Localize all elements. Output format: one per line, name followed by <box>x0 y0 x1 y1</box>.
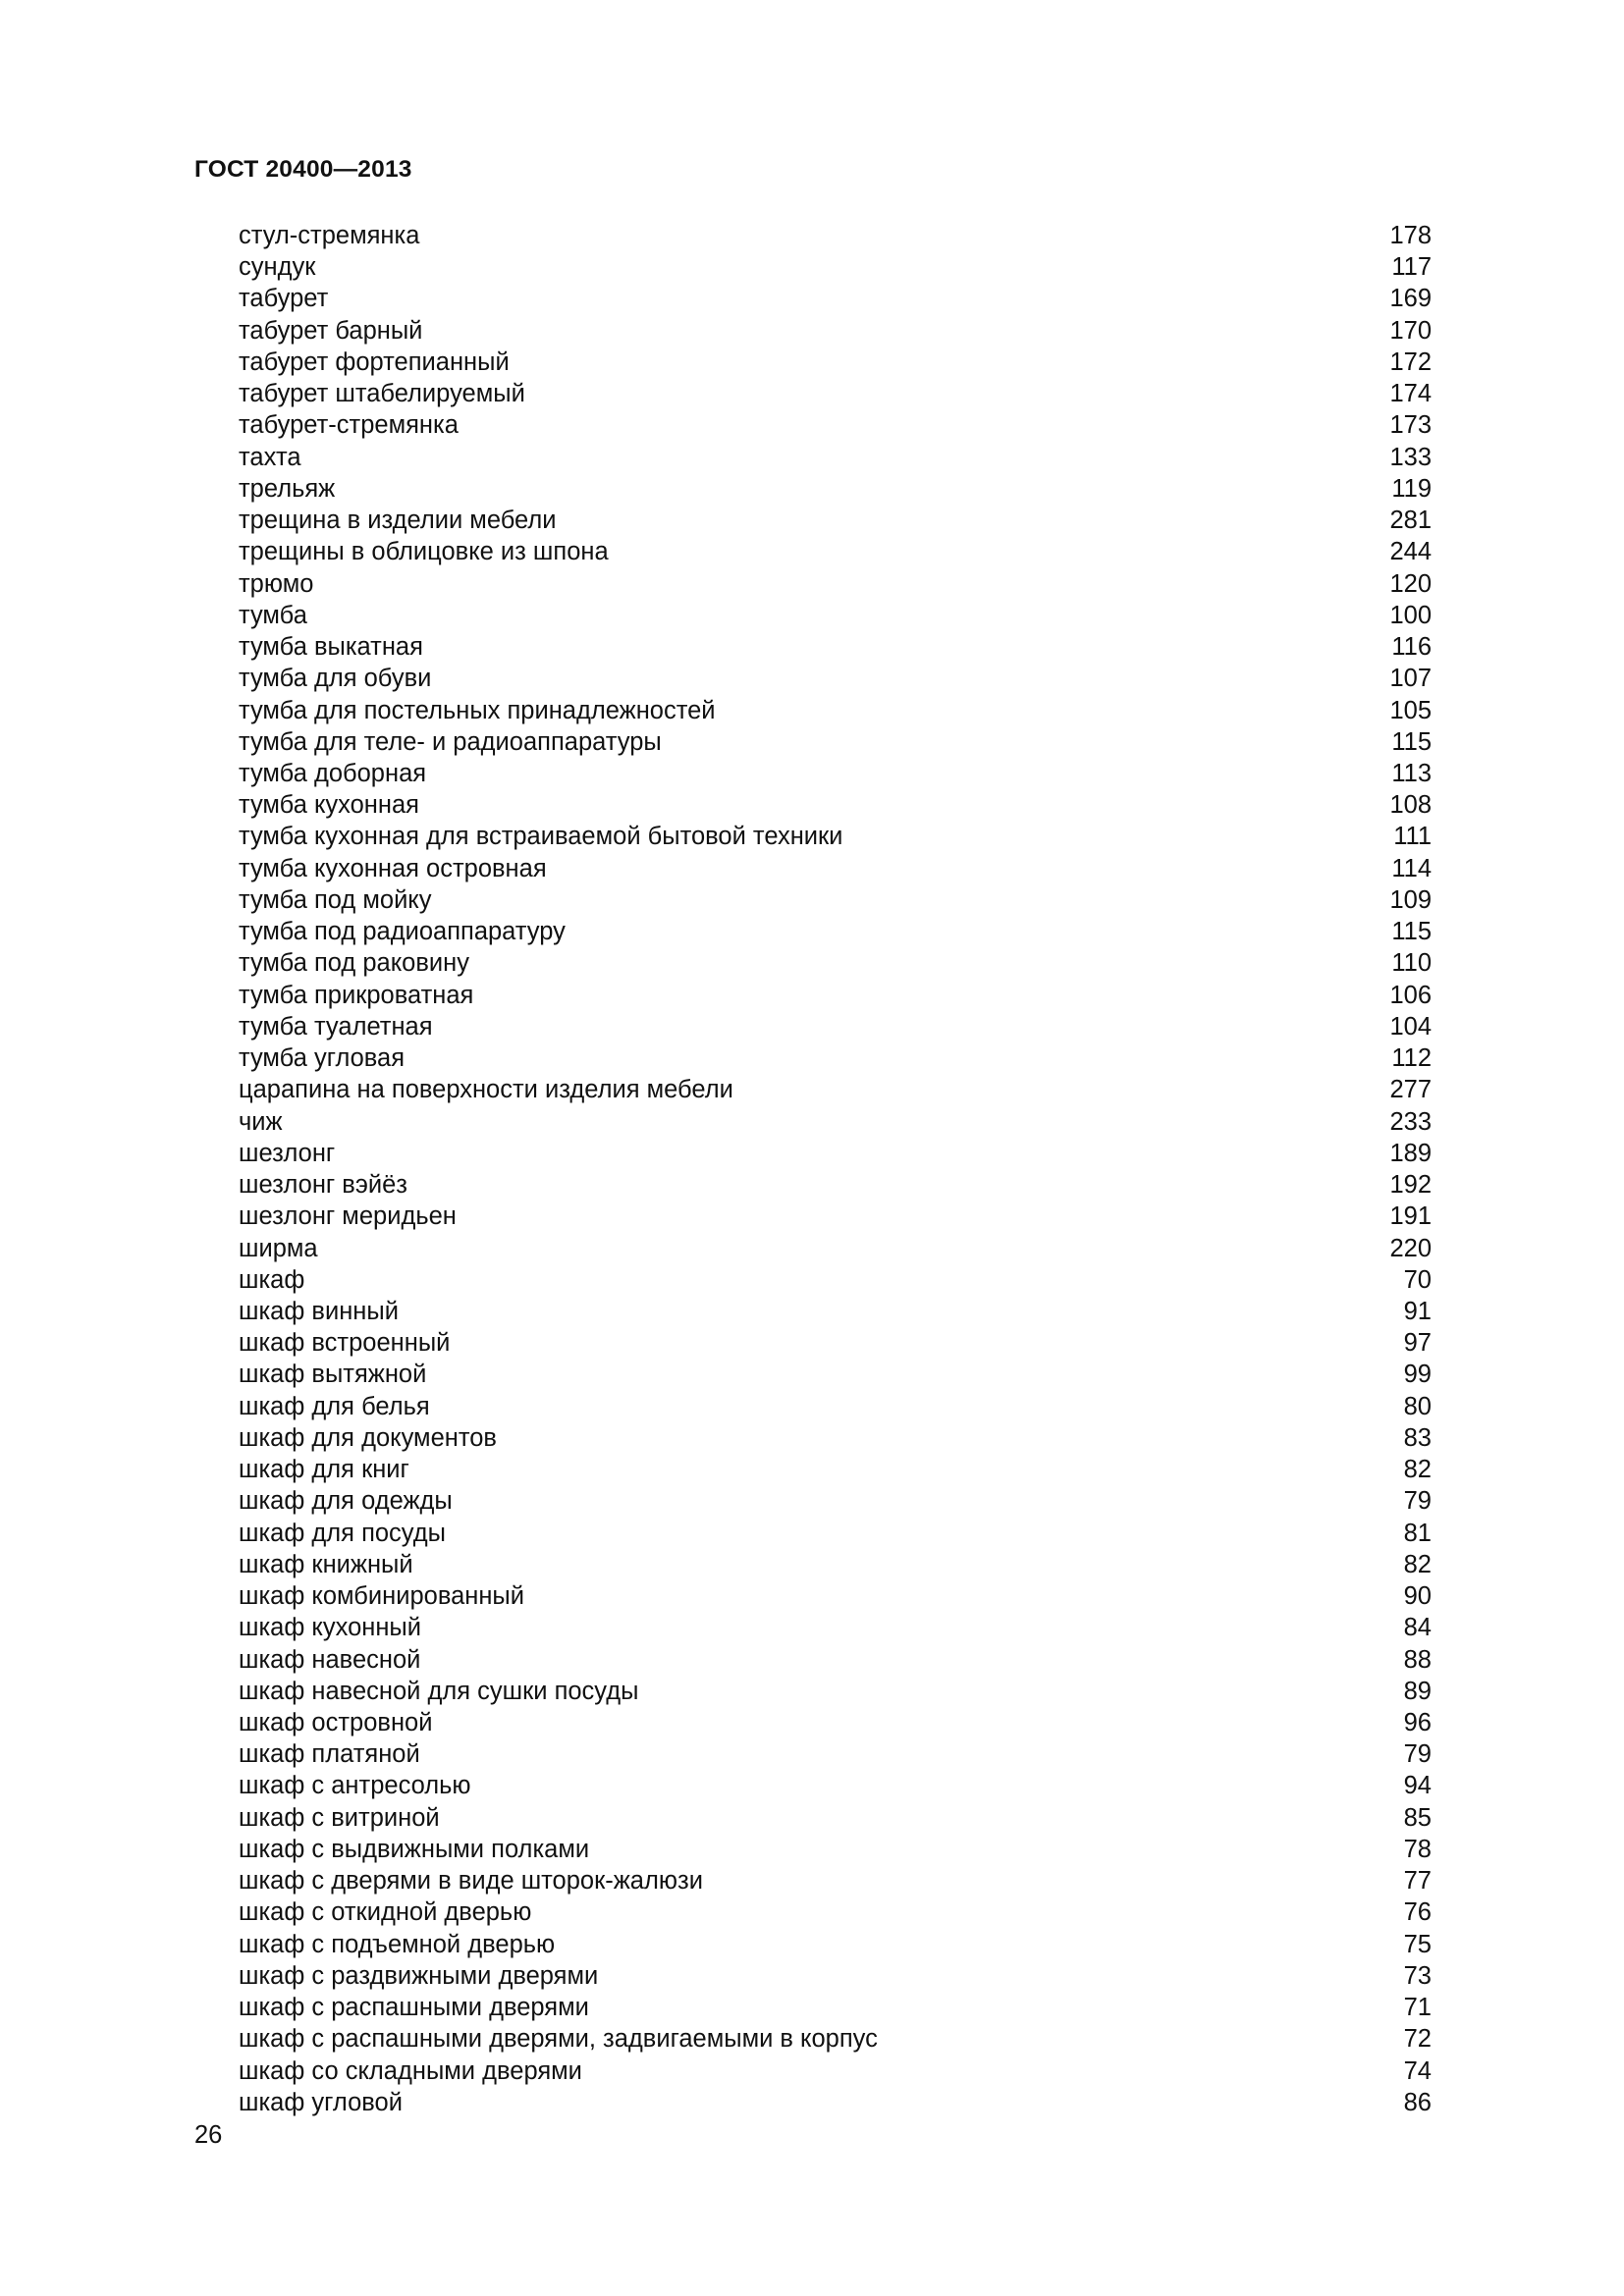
index-entry <box>239 1264 1432 1296</box>
index-entry <box>239 1770 1432 1801</box>
index-term: тумба угловая <box>239 1044 406 1073</box>
index-term: шкаф для книг <box>239 1456 409 1484</box>
index-page-number: 88 <box>1403 1645 1432 1674</box>
index-page-number: 281 <box>1389 507 1432 535</box>
index-term: шкаф для посуды <box>239 1519 446 1547</box>
index-term: тумба для обуви <box>239 665 432 693</box>
index-page-number: 115 <box>1391 727 1432 756</box>
index-entry <box>239 1391 1432 1422</box>
index-entry <box>239 1992 1432 2023</box>
index-term: тумба под мойку <box>239 885 432 914</box>
index-term: шкаф вытяжной <box>239 1361 427 1389</box>
index-term: тумба доборная <box>239 759 427 787</box>
index-page-number: 119 <box>1391 474 1432 503</box>
page-number: 26 <box>194 2121 223 2149</box>
index-entry <box>239 251 1432 283</box>
index-entry <box>239 1138 1432 1169</box>
index-term: шкаф островной <box>239 1709 433 1737</box>
index-term: трюмо <box>239 569 314 598</box>
index-page-number: 100 <box>1389 601 1432 629</box>
index-page-number: 84 <box>1403 1614 1432 1642</box>
index-term: тумба <box>239 601 307 629</box>
index-page-number: 82 <box>1403 1456 1432 1484</box>
index-page-number: 233 <box>1389 1107 1432 1136</box>
index-entry <box>239 536 1432 567</box>
index-entry <box>239 1865 1432 1896</box>
index-term: шкаф <box>239 1265 305 1294</box>
index-term: шкаф для белья <box>239 1392 430 1420</box>
index-page-number: 74 <box>1403 2056 1432 2085</box>
index-page-number: 76 <box>1403 1898 1432 1927</box>
index-entry <box>239 726 1432 758</box>
index-entry <box>239 663 1432 694</box>
index-entry <box>239 283 1432 314</box>
index-entry <box>239 916 1432 947</box>
index-page-number: 220 <box>1389 1234 1432 1262</box>
index-entry <box>239 220 1432 251</box>
index-term: шезлонг <box>239 1139 336 1167</box>
index-entry <box>239 1454 1432 1485</box>
index-term: шкаф с раздвижными дверями <box>239 1961 599 1990</box>
index-term: шкаф навесной <box>239 1645 421 1674</box>
index-page-number: 91 <box>1403 1297 1432 1325</box>
index-term: шкаф для одежды <box>239 1487 453 1516</box>
index-term: царапина на поверхности изделия мебели <box>239 1076 733 1104</box>
index-page-number: 178 <box>1389 222 1432 249</box>
index-entry <box>239 2087 1432 2118</box>
index-entry <box>239 1074 1432 1105</box>
index-entry <box>239 2056 1432 2087</box>
index-entry <box>239 853 1432 884</box>
index-entry <box>239 1802 1432 1834</box>
index-entry <box>239 378 1432 409</box>
index-term: табурет барный <box>239 316 423 345</box>
index-page-number: 192 <box>1389 1171 1432 1200</box>
index-entry <box>239 1929 1432 1960</box>
index-page-number: 83 <box>1403 1423 1432 1452</box>
index-entry <box>239 442 1432 473</box>
index-page-number: 244 <box>1389 538 1432 566</box>
index-term: тумба выкатная <box>239 633 423 662</box>
index-term: шкаф со складными дверями <box>239 2056 582 2085</box>
index-term: шкаф встроенный <box>239 1329 451 1358</box>
index-entry <box>239 980 1432 1011</box>
index-page-number: 79 <box>1403 1740 1432 1769</box>
index-entry <box>239 347 1432 378</box>
index-entry <box>239 1549 1432 1580</box>
index-term: шкаф винный <box>239 1297 399 1325</box>
index-page-number: 72 <box>1403 2025 1432 2054</box>
index-term: тумба под раковину <box>239 949 469 978</box>
index-page-number: 117 <box>1391 253 1432 282</box>
index-page-number: 79 <box>1403 1487 1432 1516</box>
index-page-number: 71 <box>1403 1994 1432 2022</box>
index-page-number: 82 <box>1403 1550 1432 1578</box>
index-term: шкаф с откидной дверью <box>239 1898 532 1927</box>
index-entry <box>239 1296 1432 1327</box>
index-page-number: 133 <box>1389 443 1432 471</box>
index-entry <box>239 1518 1432 1549</box>
index-page-number: 109 <box>1389 885 1432 914</box>
index-page-number: 111 <box>1393 823 1432 851</box>
index-page-number: 191 <box>1389 1202 1432 1231</box>
index-page-number: 80 <box>1403 1392 1432 1420</box>
index-entry <box>239 568 1432 600</box>
index-page-number: 97 <box>1403 1329 1432 1358</box>
index-term: шкаф угловой <box>239 2088 403 2116</box>
index-page-number: 277 <box>1389 1076 1432 1104</box>
index-term: сундук <box>239 253 316 282</box>
index-term: трещины в облицовке из шпона <box>239 538 609 566</box>
index-term: табурет <box>239 285 329 313</box>
index-entry <box>239 473 1432 505</box>
index-page-number: 104 <box>1389 1012 1432 1041</box>
index-page-number: 73 <box>1403 1961 1432 1990</box>
index-page-number: 107 <box>1389 665 1432 693</box>
index-term: шкаф навесной для сушки посуды <box>239 1677 639 1705</box>
index-entry <box>239 1327 1432 1359</box>
index-term: шкаф комбинированный <box>239 1582 525 1611</box>
index-entry <box>239 315 1432 347</box>
index-page-number: 115 <box>1391 918 1432 946</box>
index-page-number: 116 <box>1391 633 1432 662</box>
index-entry <box>239 1201 1432 1232</box>
index-page-number: 174 <box>1389 380 1432 408</box>
index-page-number: 120 <box>1389 569 1432 598</box>
index-entry <box>239 1707 1432 1738</box>
index-page-number: 85 <box>1403 1803 1432 1832</box>
alphabetical-index-list <box>239 220 1432 2118</box>
index-page-number: 170 <box>1389 316 1432 345</box>
index-term: ширма <box>239 1234 318 1262</box>
index-page-number: 110 <box>1391 949 1432 978</box>
index-entry <box>239 789 1432 821</box>
index-entry <box>239 2023 1432 2055</box>
index-entry <box>239 1612 1432 1643</box>
index-page-number: 86 <box>1403 2088 1432 2116</box>
index-entry <box>239 1042 1432 1074</box>
index-page-number: 70 <box>1403 1265 1432 1294</box>
index-term: табурет-стремянка <box>239 411 459 440</box>
index-term: шезлонг вэйёз <box>239 1171 407 1200</box>
index-entry <box>239 1485 1432 1517</box>
index-page-number: 108 <box>1389 791 1432 820</box>
index-term: табурет фортепианный <box>239 347 510 376</box>
index-entry <box>239 1644 1432 1676</box>
index-term: шкаф с выдвижными полками <box>239 1835 590 1863</box>
index-entry <box>239 1422 1432 1454</box>
index-term: тумба прикроватная <box>239 981 474 1009</box>
index-term: чиж <box>239 1107 283 1136</box>
index-term: тумба кухонная для встраиваемой бытовой техники <box>239 823 843 851</box>
index-entry <box>239 1011 1432 1042</box>
index-term: стул-стремянка <box>239 222 420 249</box>
index-page-number: 77 <box>1403 1867 1432 1896</box>
index-page-number: 106 <box>1389 981 1432 1009</box>
index-term: шкаф книжный <box>239 1550 413 1578</box>
index-entry <box>239 505 1432 536</box>
document-header: ГОСТ 20400—2013 <box>194 156 412 183</box>
index-page-number: 75 <box>1403 1930 1432 1958</box>
index-entry <box>239 1233 1432 1264</box>
index-term: тумба кухонная <box>239 791 419 820</box>
index-term: шкаф платяной <box>239 1740 420 1769</box>
index-entry <box>239 1896 1432 1928</box>
index-term: шкаф кухонный <box>239 1614 421 1642</box>
index-entry <box>239 409 1432 441</box>
index-term: шкаф с антресолью <box>239 1772 471 1800</box>
index-term: шкаф с распашными дверями <box>239 1994 589 2022</box>
index-entry <box>239 695 1432 726</box>
index-entry <box>239 947 1432 979</box>
index-page-number: 113 <box>1391 759 1432 787</box>
index-term: тумба для постельных принадлежностей <box>239 696 716 724</box>
index-page-number: 112 <box>1391 1044 1432 1073</box>
index-page-number: 78 <box>1403 1835 1432 1863</box>
index-term: табурет штабелируемый <box>239 380 525 408</box>
index-page-number: 169 <box>1389 285 1432 313</box>
index-entry <box>239 1834 1432 1865</box>
index-page-number: 89 <box>1403 1677 1432 1705</box>
index-page-number: 99 <box>1403 1361 1432 1389</box>
index-page-number: 189 <box>1389 1139 1432 1167</box>
index-term: трельяж <box>239 474 336 503</box>
index-term: шкаф с распашными дверями, задвигаемыми в корпус <box>239 2025 878 2054</box>
index-term: тахта <box>239 443 301 471</box>
index-term: трещина в изделии мебели <box>239 507 557 535</box>
index-page-number: 114 <box>1391 854 1432 882</box>
index-term: шкаф с подъемной дверью <box>239 1930 556 1958</box>
index-entry <box>239 1960 1432 1992</box>
index-entry <box>239 631 1432 663</box>
index-entry <box>239 1738 1432 1770</box>
index-entry <box>239 884 1432 916</box>
index-page-number: 90 <box>1403 1582 1432 1611</box>
index-page-number: 96 <box>1403 1709 1432 1737</box>
index-entry <box>239 1169 1432 1201</box>
index-term: тумба кухонная островная <box>239 854 547 882</box>
index-term: шкаф с витриной <box>239 1803 440 1832</box>
index-term: тумба туалетная <box>239 1012 433 1041</box>
index-term: шкаф для документов <box>239 1423 497 1452</box>
index-term: тумба для теле- и радиоаппаратуры <box>239 727 662 756</box>
index-term: шезлонг меридьен <box>239 1202 457 1231</box>
index-entry <box>239 1580 1432 1612</box>
index-entry <box>239 600 1432 631</box>
index-page-number: 105 <box>1389 696 1432 724</box>
index-page-number: 81 <box>1403 1519 1432 1547</box>
index-entry <box>239 1359 1432 1390</box>
index-entry <box>239 1676 1432 1707</box>
index-entry <box>239 821 1432 852</box>
index-entry <box>239 1106 1432 1138</box>
index-term: тумба под радиоаппаратуру <box>239 918 566 946</box>
index-page-number: 172 <box>1389 347 1432 376</box>
index-entry <box>239 758 1432 789</box>
index-page-number: 94 <box>1403 1772 1432 1800</box>
index-term: шкаф с дверями в виде шторок-жалюзи <box>239 1867 703 1896</box>
index-page-number: 173 <box>1389 411 1432 440</box>
